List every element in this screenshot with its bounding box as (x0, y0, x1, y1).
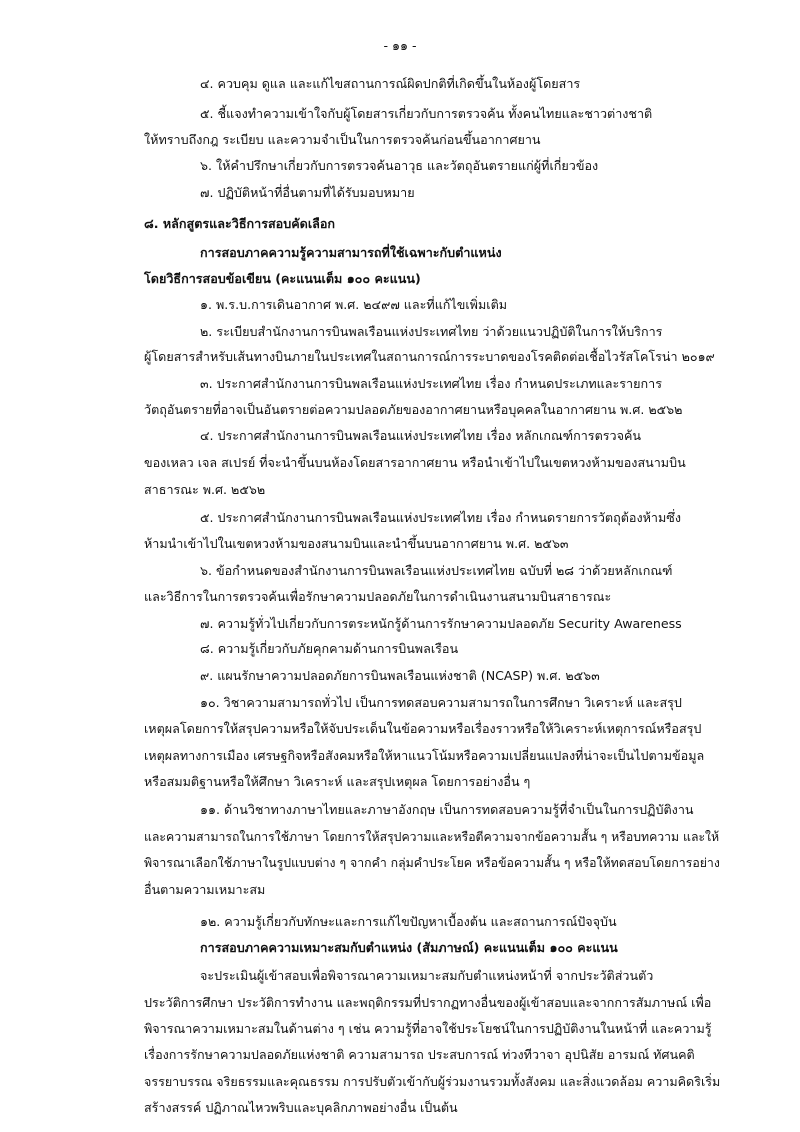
interview-line-4: เรื่องการรักษาความปลอดภัยแห่งชาติ ความสามารถ ประสบการณ์ ท่วงทีวาจา อุปนิสัย อารมณ์ ทัศนคติ (144, 1047, 695, 1062)
topic-2: ๒. ระเบียบสำนักงานการบินพลเรือนแห่งประเทศไทย ว่าด้วยแนวปฏิบัติในการให้บริการ (200, 324, 663, 339)
topic-7: ๗. ความรู้ทั่วไปเกี่ยวกับการตระหนักรู้ด้านการรักษาความปลอดภัย Security Awareness (200, 616, 682, 631)
topic-10: ๑๐. วิชาความสามารถทั่วไป เป็นการทดสอบความสามารถในการศึกษา วิเคราะห์ และสรุป (200, 695, 682, 710)
interview-line-2: ประวัติการศึกษา ประวัติการทำงาน และพฤติกรรมที่ปรากฏทางอื่นของผู้เข้าสอบและจากการสัมภาษณ์ เพื่อ (144, 995, 712, 1010)
duty-item-5-cont: ให้ทราบถึงกฎ ระเบียบ และความจำเป็นในการตรวจค้นก่อนขึ้นอากาศยาน (144, 132, 541, 147)
topic-11-cont-3: อื่นตามความเหมาะสม (144, 882, 266, 897)
topic-11-cont: และความสามารถในการใช้ภาษา โดยการให้สรุปความและหรือตีความจากข้อความสั้น ๆ หรือบทความ และให้ (144, 830, 720, 844)
topic-12: ๑๒. ความรู้เกี่ยวกับทักษะและการแก้ไขปัญหาเบื้องต้น และสถานการณ์ปัจจุบัน (200, 914, 617, 929)
topic-6: ๖. ข้อกำหนดของสำนักงานการบินพลเรือนแห่งประเทศไทย ฉบับที่ ๒๘ ว่าด้วยหลักเกณฑ์ (200, 563, 673, 578)
topic-2-cont: ผู้โดยสารสำหรับเส้นทางบินภายในประเทศในสถานการณ์การระบาดของโรคติดต่อเชื้อไวรัสโคโรน่า ๒๐๑๙ (144, 349, 715, 364)
topic-5-cont: ห้ามนำเข้าไปในเขตหวงห้ามของสนามบินและนำขึ้นบนอากาศยาน พ.ศ. ๒๕๖๓ (144, 536, 569, 551)
written-exam-method: โดยวิธีการสอบข้อเขียน (คะแนนเต็ม ๑๐๐ คะแนน) (144, 271, 421, 286)
topic-1: ๑. พ.ร.บ.การเดินอากาศ พ.ศ. ๒๔๙๗ และที่แก้ไขเพิ่มเติม (200, 297, 508, 312)
topic-4-cont-2: สาธารณะ พ.ศ. ๒๕๖๒ (144, 482, 266, 497)
section-8-subheading: การสอบภาคความรู้ความสามารถที่ใช้เฉพาะกับตำแหน่ง (200, 245, 502, 260)
duty-item-5: ๕. ชี้แจงทำความเข้าใจกับผู้โดยสารเกี่ยวกับการตรวจค้น ทั้งคนไทยและชาวต่างชาติ (200, 106, 653, 121)
interview-heading: การสอบภาคความเหมาะสมกับตำแหน่ง (สัมภาษณ์) คะแนนเต็ม ๑๐๐ คะแนน (200, 940, 618, 955)
interview-line-3: พิจารณาความเหมาะสมในด้านต่าง ๆ เช่น ความรู้ที่อาจใช้ประโยชน์ในการปฏิบัติงานในหน้าที่ และความรู้ (144, 1021, 712, 1036)
topic-10-cont: เหตุผลโดยการให้สรุปความหรือให้จับประเด็นในข้อความหรือเรื่องราวหรือให้วิเคราะห์เหตุการณ์หรือสรุป (144, 721, 702, 736)
topic-3-cont: วัตถุอันตรายที่อาจเป็นอันตรายต่อความปลอดภัยของอากาศยานหรือบุคคลในอากาศยาน พ.ศ. ๒๕๖๒ (144, 402, 683, 417)
interview-line-5: จรรยาบรรณ จริยธรรมและคุณธรรม การปรับตัวเข้ากับผู้ร่วมงานรวมทั้งสังคม และสิ่งแวดล้อม ความคิดริเริ่ม (144, 1074, 721, 1089)
topic-6-cont: และวิธีการในการตรวจค้นเพื่อรักษาความปลอดภัยในการดำเนินงานสนามบินสาธารณะ (144, 589, 612, 604)
topic-11: ๑๑. ด้านวิชาทางภาษาไทยและภาษาอังกฤษ เป็นการทดสอบความรู้ที่จำเป็นในการปฏิบัติงาน (200, 802, 694, 817)
topic-5: ๕. ประกาศสำนักงานการบินพลเรือนแห่งประเทศไทย เรื่อง กำหนดรายการวัตถุต้องห้ามซึ่ง (200, 510, 681, 525)
topic-10-cont-2: เหตุผลทางการเมือง เศรษฐกิจหรือสังคมหรือให้หาแนวโน้มหรือความเปลี่ยนแปลงที่น่าจะเป็นไปตามข้อมูล (144, 748, 705, 763)
topic-9: ๙. แผนรักษาความปลอดภัยการบินพลเรือนแห่งชาติ (NCASP) พ.ศ. ๒๕๖๓ (200, 668, 600, 683)
duty-item-7: ๗. ปฏิบัติหน้าที่อื่นตามที่ได้รับมอบหมาย (200, 185, 415, 200)
topic-8: ๘. ความรู้เกี่ยวกับภัยคุกคามด้านการบินพลเรือน (200, 641, 459, 656)
topic-3: ๓. ประกาศสำนักงานการบินพลเรือนแห่งประเทศไทย เรื่อง กำหนดประเภทและรายการ (200, 376, 662, 391)
topic-10-cont-3: หรือสมมติฐานหรือให้ศึกษา วิเคราะห์ และสรุปเหตุผล โดยการอย่างอื่น ๆ (144, 774, 531, 789)
section-8-heading: ๘. หลักสูตรและวิธีการสอบคัดเลือก (144, 216, 336, 231)
interview-line-1: จะประเมินผู้เข้าสอบเพื่อพิจารณาความเหมาะสมกับตำแหน่งหน้าที่ จากประวัติส่วนตัว (200, 968, 654, 983)
interview-line-6: สร้างสรรค์ ปฏิภาณไหวพริบและบุคลิกภาพอย่างอื่น เป็นต้น (144, 1100, 458, 1115)
topic-4: ๔. ประกาศสำนักงานการบินพลเรือนแห่งประเทศไทย เรื่อง หลักเกณฑ์การตรวจค้น (200, 428, 641, 443)
duty-item-4: ๔. ควบคุม ดูแล และแก้ไขสถานการณ์ผิดปกติที่เกิดขึ้นในห้องผู้โดยสาร (200, 76, 581, 91)
duty-item-6: ๖. ให้คำปรึกษาเกี่ยวกับการตรวจค้นอาวุธ และวัตถุอันตรายแก่ผู้ที่เกี่ยวข้อง (200, 158, 599, 173)
topic-4-cont: ของเหลว เจล สเปรย์ ที่จะนำขึ้นบนห้องโดยสารอากาศยาน หรือนำเข้าไปในเขตหวงห้ามของสนามบิน (144, 455, 686, 470)
page-number: - ๑๑ - (383, 38, 417, 53)
topic-11-cont-2: พิจารณาเลือกใช้ภาษาในรูปแบบต่าง ๆ จากคำ กลุ่มคำประโยค หรือข้อความสั้น ๆ หรือให้ทดสอบโดยการอย่าง (144, 856, 720, 870)
